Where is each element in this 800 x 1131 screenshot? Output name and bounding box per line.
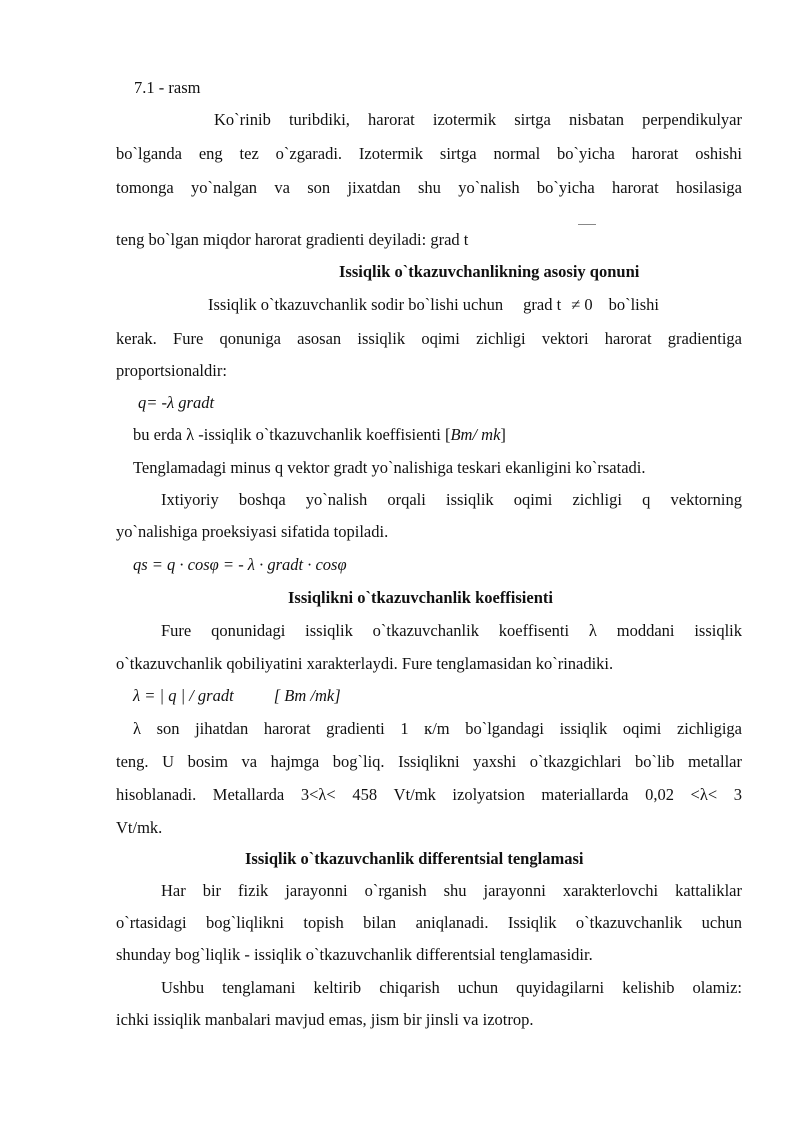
section-heading: Issiqlikni o`tkazuvchanlik koeffisienti: [288, 588, 553, 607]
text-fragment: ≠ 0: [571, 295, 593, 314]
paragraph-line: proportsionaldir:: [116, 361, 227, 380]
paragraph-line: Ko`rinib turibdiki, harorat izotermik sirtga nisbatan perpendikulyar: [214, 110, 742, 129]
paragraph-line: Ushbu tenglamani keltirib chiqarish uchun quyidagilarni kelishib olamiz:: [161, 978, 742, 997]
paragraph-line: λ son jihatdan harorat gradienti 1 к/m bo`lgandagi issiqlik oqimi zichligiga: [133, 719, 742, 738]
equation: q= -λ gradt: [138, 393, 215, 412]
text-fragment: bo`lishi: [608, 295, 660, 314]
section-heading: Issiqlik o`tkazuvchanlik differentsial tenglamasi: [245, 849, 584, 868]
paragraph-line: teng. U bosim va hajmga bog`liq. Issiqlikni yaxshi o`tkazgichlari bo`lib metallar: [116, 752, 742, 771]
paragraph-line: shunday bog`liqlik - issiqlik o`tkazuvchanlik differentsial tenglamasidir.: [116, 945, 593, 964]
unit: Bm/ mk: [450, 425, 501, 444]
paragraph-line: teng bo`lgan miqdor harorat gradienti deyiladi: grad t: [116, 230, 469, 249]
section-heading: Issiqlik o`tkazuvchanlikning asosiy qonuni: [339, 262, 640, 281]
text-fragment: bu erda λ -issiqlik o`tkazuvchanlik koeffisienti [: [133, 425, 451, 444]
paragraph-line: Fure qonunidagi issiqlik o`tkazuvchanlik koeffisenti λ moddani issiqlik: [161, 621, 742, 640]
paragraph-line: Har bir fizik jarayonni o`rganish shu jarayonni xarakterlovchi kattaliklar: [161, 881, 742, 900]
figure-caption: 7.1 - rasm: [134, 78, 201, 97]
paragraph-line: Vt/mk.: [116, 818, 163, 837]
paragraph-line: o`rtasidagi bog`liqlikni topish bilan aniqlanadi. Issiqlik o`tkazuvchanlik uchun: [116, 913, 742, 932]
paragraph-line: kerak. Fure qonuniga asosan issiqlik oqimi zichligi vektori harorat gradientiga: [116, 329, 742, 348]
paragraph-line: hisoblanadi. Metallarda 3<λ< 458 Vt/mk izolyatsion materiallarda 0,02 <λ< 3: [116, 785, 742, 804]
paragraph-line: ichki issiqlik manbalari mavjud emas, jism bir jinsli va izotrop.: [116, 1010, 534, 1029]
paragraph-line: bo`lganda eng tez o`zgaradi. Izotermik sirtga normal bo`yicha harorat oshishi: [116, 144, 742, 163]
paragraph-line: Ixtiyoriy boshqa yo`nalish orqali issiqlik oqimi zichligi q vektorning: [161, 490, 742, 509]
equation: qs = q · cosφ = - λ · gradt · cosφ: [133, 555, 347, 574]
text-fragment: Issiqlik o`tkazuvchanlik sodir bo`lishi uchun: [208, 295, 504, 314]
definition-line: [133, 425, 506, 445]
paragraph-line: o`tkazuvchanlik qobiliyatini xarakterlaydi. Fure tenglamasidan ko`rinadiki.: [116, 654, 614, 673]
unit: [ Bm /mk]: [273, 686, 341, 705]
paragraph-line: Tenglamadagi minus q vektor gradt yo`nalishiga teskari ekanligini ko`rsatadi.: [133, 458, 646, 477]
vector-bar: [578, 224, 596, 225]
paragraph-line: yo`nalishiga proeksiyasi sifatida topiladi.: [116, 522, 389, 541]
equation: [133, 686, 341, 706]
paragraph-line: [208, 295, 742, 315]
text-fragment: grad t: [523, 295, 562, 314]
paragraph-line: tomonga yo`nalgan va son jixatdan shu yo`nalish bo`yicha harorat hosilasiga: [116, 178, 742, 197]
text-fragment: ]: [500, 425, 506, 444]
formula: λ = | q | / gradt: [133, 686, 234, 705]
